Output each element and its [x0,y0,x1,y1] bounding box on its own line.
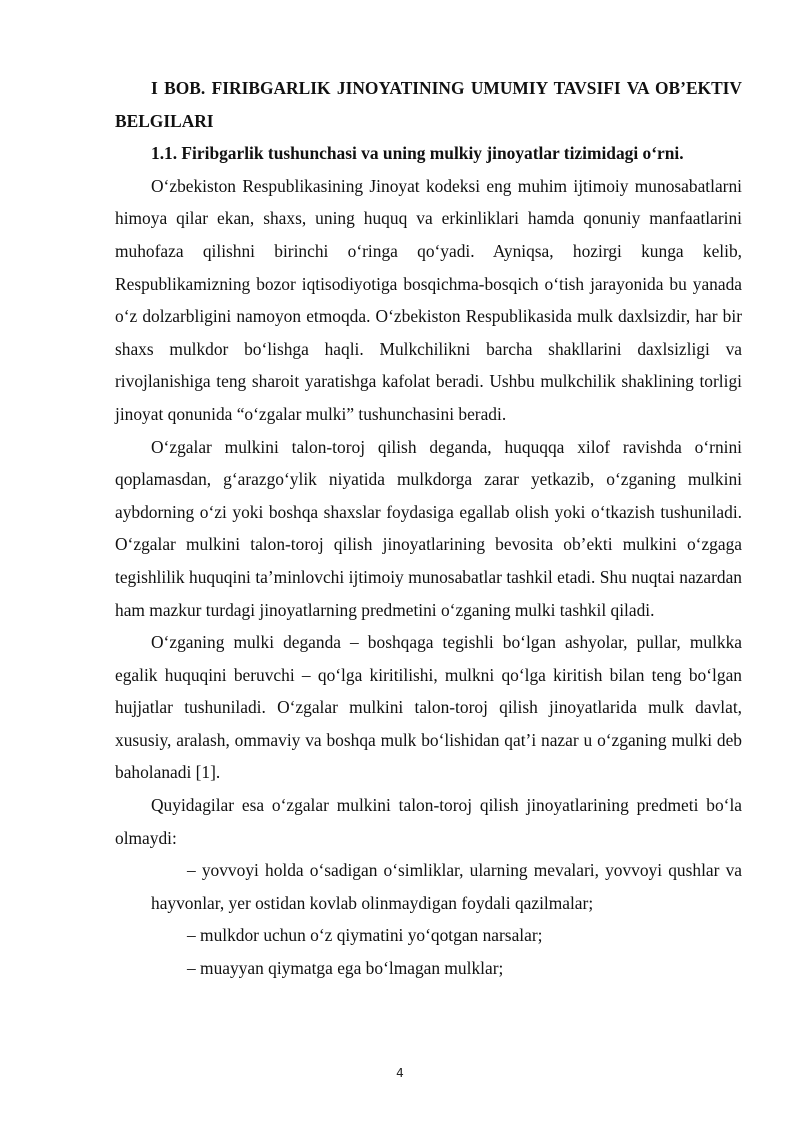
paragraph: O‘zbekiston Respublikasining Jinoyat kodeksi eng muhim ijtimoiy munosabatlarni himoya qilar ekan, shaxs, uning huquq va erkinliklari hamda qonuniy manfaatlarini muhofaza qilishni birinchi o‘ringa qo‘yadi. Ayniqsa, hozirgi kunga kelib, Respublikamizning bozor iqtisodiyotiga bosqichma-bosqich o‘tish jarayonida bu yanada o‘z dolzarbligini namoyon etmoqda. O‘zbekiston Respublikasida mulk daxlsizdir, har bir shaxs mulkdor bo‘lishga haqli. Mulkchilikni barcha shakllarini daxlsizligi va rivojlanishiga teng sharoit yaratishga kafolat beradi. Ushbu mulkchilik shaklining torligi jinoyat qonunida “o‘zgalar mulki” tushunchasini beradi. [115,175,742,424]
section-title: 1.1. Firibgarlik tushunchasi va uning mulkiy jinoyatlar tizimidagi o‘rni. [151,143,684,164]
paragraph: O‘zganing mulki deganda – boshqaga tegishli bo‘lgan ashyolar, pullar, mulkka egalik huquqini beruvchi – qo‘lga kiritilishi, mulkni qo‘lga kiritish bilan teng bo‘lgan hujjatlar tushuniladi. O‘zgalar mulkini talon-toroj qilish jinoyatlarida mulk davlat, xususiy, aralash, ommaviy va boshqa mulk bo‘lishidan qat’i nazar u o‘zganing mulki deb baholanadi [1]. [115,632,742,783]
paragraph: Quyidagilar esa o‘zgalar mulkini talon-toroj qilish jinoyatlarining predmeti bo‘la olmaydi: [115,795,742,848]
exclusion-list [115,854,742,984]
list-item: – muayyan qiymatga ega bo‘lmagan mulklar; [187,958,504,979]
chapter-title: I BOB. FIRIBGARLIK JINOYATINING UMUMIY TAVSIFI VA OB’EKTIV BELGILARI [115,78,742,131]
list-item: – mulkdor uchun o‘z qiymatini yo‘qotgan narsalar; [187,925,543,946]
paragraph: O‘zgalar mulkini talon-toroj qilish deganda, huquqqa xilof ravishda o‘rnini qoplamasdan, g‘arazgo‘ylik niyatida mulkdorga zarar yetkazib, o‘zganing mulkini aybdorning o‘zi yoki boshqa shaxslar foydasiga egallab olish yoki o‘tkazish tushuniladi. O‘zgalar mulkini talon-toroj qilish jinoyatlarining bevosita ob’ekti mulkini o‘zgaga tegishlilik huquqini ta’minlovchi ijtimoiy munosabatlar tashkil etadi. Shu nuqtai nazardan ham mazkur turdagi jinoyatlarning predmetini o‘zganing mulki tashkil qiladi. [115,436,742,620]
list-item: – yovvoyi holda o‘sadigan o‘simliklar, ularning mevalari, yovvoyi qushlar va hayvonlar, yer ostidan kovlab olinmaydigan foydali qazilmalar; [151,860,742,913]
page-number: 4 [396,1066,404,1080]
